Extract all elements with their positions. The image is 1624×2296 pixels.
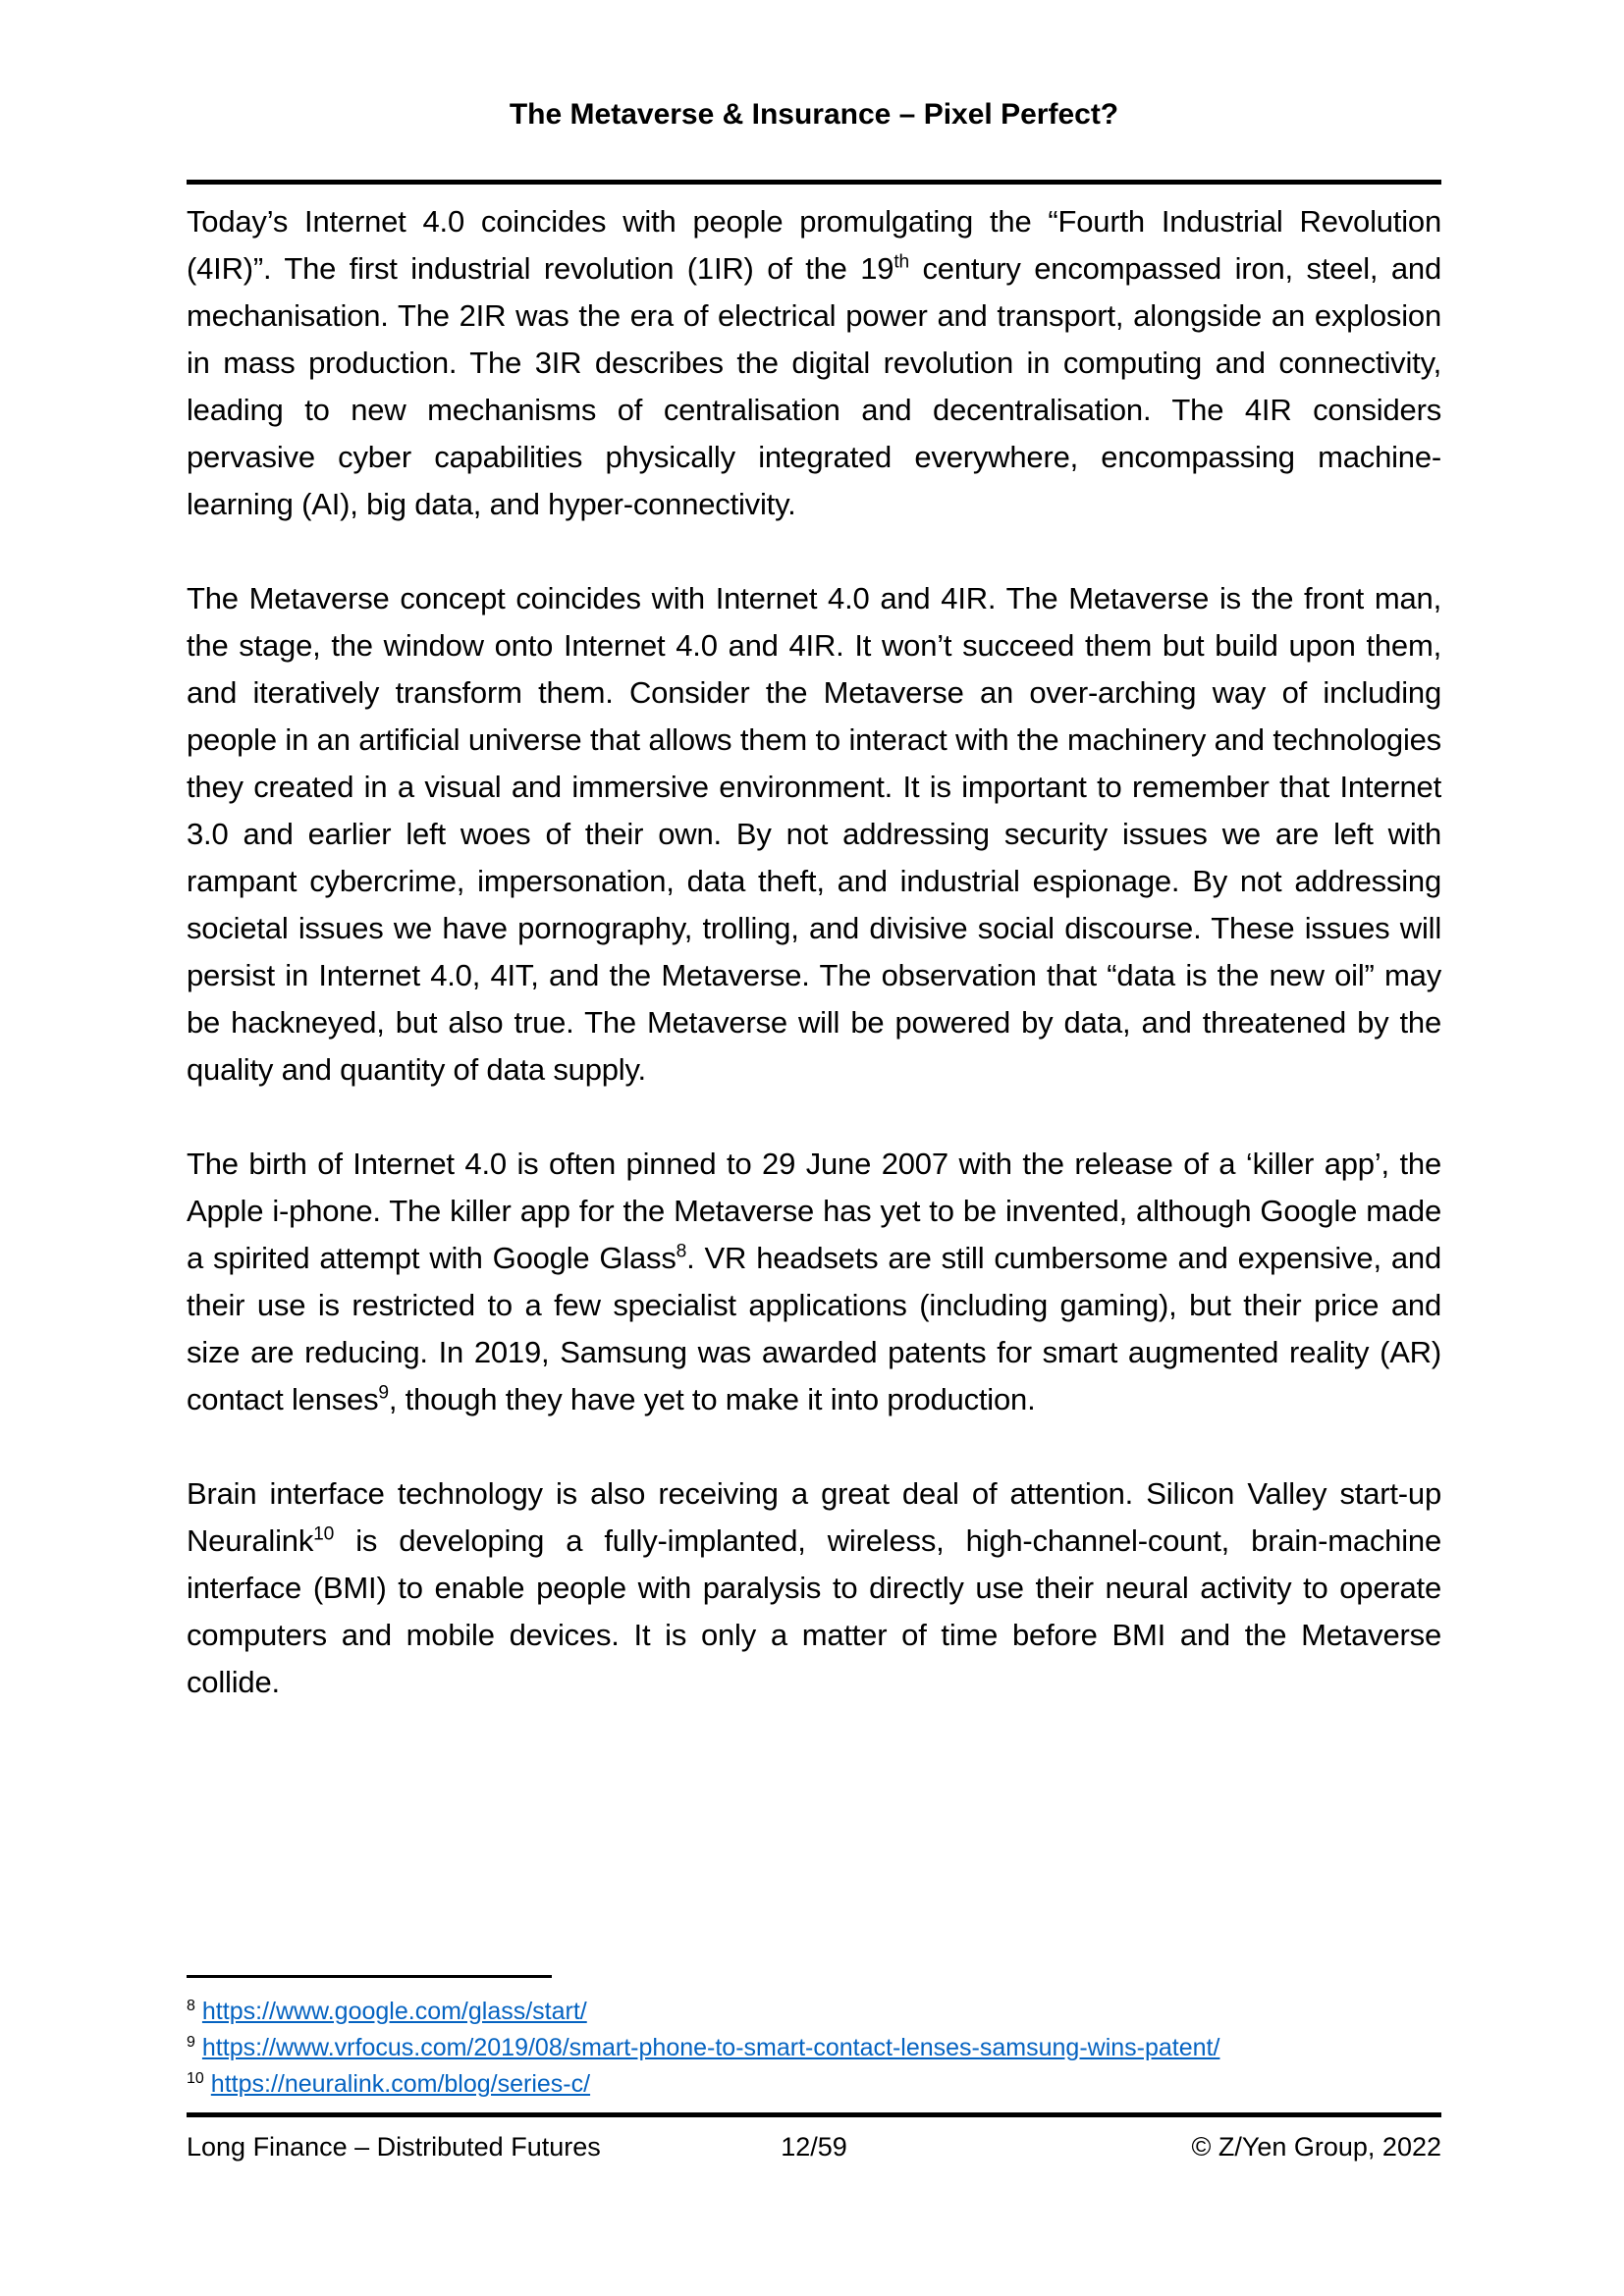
footnote-item: [187, 2030, 1441, 2066]
body-paragraph: The Metaverse concept coincides with Internet 4.0 and 4IR. The Metaverse is the front man, the stage, the window onto Internet 4.0 and 4IR. It won’t succeed them but build upon them, and iteratively transform them. Consider the Metaverse an over-arching way of including people in an artificial universe that allows them to interact with the machinery and technologies they created in a visual and immersive environment. It is important to remember that Internet 3.0 and earlier left woes of their own. By not addressing security issues we are left with rampant cybercrime, impersonation, data theft, and industrial espionage. By not addressing societal issues we have pornography, trolling, and divisive social discourse. These issues will persist in Internet 4.0, 4IT, and the Metaverse. The observation that “data is the new oil” may be hackneyed, but also true. The Metaverse will be powered by data, and threatened by the quality and quantity of data supply.: [187, 581, 1441, 1087]
footnote-link[interactable]: https://www.google.com/glass/start/: [201, 1998, 587, 2025]
superscript-reference: th: [893, 251, 909, 273]
body-paragraph: Today’s Internet 4.0 coincides with people promulgating the “Fourth Industrial Revolution (4IR)”. The first industrial revolution (1IR) of the 19th century encompassed iron, steel, and mechanisation. The 2IR was the era of electrical power and transport, alongside an explosion in mass production. The 3IR describes the digital revolution in computing and connectivity, leading to new mechanisms of centralisation and decentralisation. The 4IR considers pervasive cyber capabilities physically integrated everywhere, encompassing machine-learning (AI), big data, and hyper-connectivity.: [187, 204, 1442, 521]
footnote-number: 8: [187, 1997, 195, 2014]
footer-row: [187, 2131, 1441, 2163]
footnote-number: 9: [187, 2033, 195, 2051]
footnote-item: [187, 1994, 1441, 2030]
header-rule: [187, 180, 1441, 185]
page-header: [187, 0, 1441, 185]
footnotes-section: [187, 1975, 1441, 2103]
footer-document-name: Long Finance – Distributed Futures: [187, 2132, 601, 2162]
footer-page-number: 12/59: [781, 2132, 847, 2162]
footnotes-list: [187, 1994, 1441, 2103]
body-paragraphs: [187, 198, 1441, 1706]
superscript-reference: 10: [313, 1523, 335, 1545]
page-title: The Metaverse & Insurance – Pixel Perfect?: [509, 98, 1119, 131]
footnote-number: 10: [187, 2069, 204, 2087]
footnote-separator: [187, 1975, 552, 1978]
page-footer: [187, 2112, 1441, 2163]
superscript-reference: 9: [378, 1382, 389, 1404]
footer-copyright: © Z/Yen Group, 2022: [1191, 2132, 1441, 2162]
body-paragraph: Brain interface technology is also receiving a great deal of attention. Silicon Valley start-up Neuralink$^{10}$ is developing a fully-implanted, wireless, high-channel-count, brain-machine interface (BMI) to enable people with paralysis to directly use their neural activity to operate computers and mobile devices. It is only a matter of time before BMI and the Metaverse collide.: [187, 1476, 1441, 1699]
footnote-item: [187, 2066, 1441, 2103]
body-paragraph: The birth of Internet 4.0 is often pinned to 29 June 2007 with the release of a ‘killer app’, the Apple i-phone. The killer app for the Metaverse has yet to be invented, although Google made a spirited attempt with Google Glass$^8$. VR headsets are still cumbersome and expensive, and their use is restricted to a few specialist applications (including gaming), but their price and size are reducing. In 2019, Samsung was awarded patents for smart augmented reality (AR) contact lenses$^9$, though they have yet to make it into production.: [187, 1147, 1441, 1416]
footnote-link[interactable]: https://neuralink.com/blog/series-c/: [210, 2070, 591, 2098]
superscript-reference: 8: [676, 1241, 687, 1262]
footnote-link[interactable]: https://www.vrfocus.com/2019/08/smart-phone-to-smart-contact-lenses-samsung-wins-patent/: [201, 2034, 1220, 2061]
